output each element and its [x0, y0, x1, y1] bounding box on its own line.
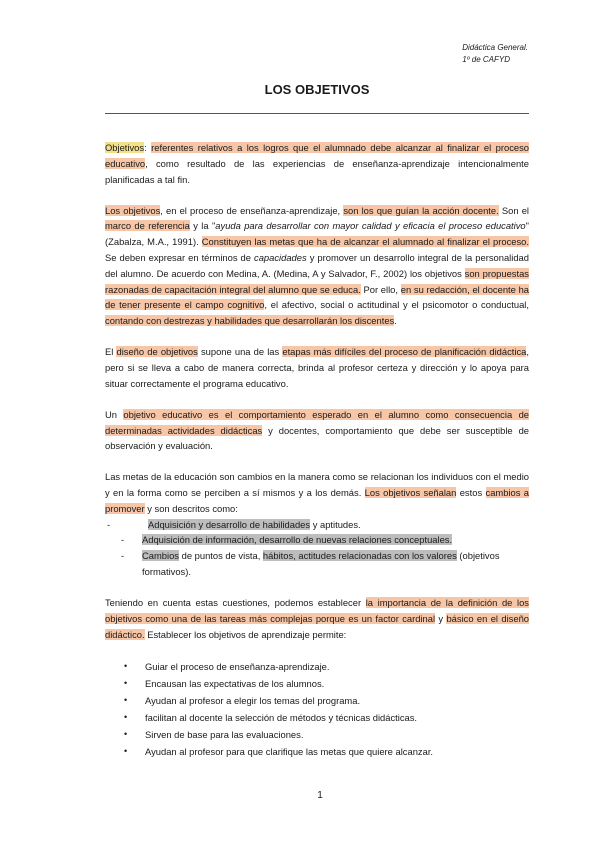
italic-quote: ayuda para desarrollar con mayor calidad y eficacia el proceso educativo — [215, 220, 526, 232]
list-item-text: Ayudan al profesor a elegir los temas del programa. — [145, 694, 361, 706]
list-item — [105, 675, 529, 692]
dash-marker: - — [107, 518, 111, 530]
text-span: de puntos de vista, — [179, 550, 263, 562]
highlight: objetivo educativo es el comportamiento esperado en el alumno como consecuencia de determinadas actividades didácticas — [105, 408, 530, 436]
paragraph-objetivos — [105, 203, 529, 329]
text-span: Un — [105, 408, 124, 420]
highlight: la importancia de la definición de los objetivos como una de las tareas más complejas porque es un factor cardinal — [105, 597, 529, 624]
list-item-text: facilitan al docente la selección de métodos y técnicas didácticas. — [145, 711, 418, 723]
highlight: Constituyen las metas que ha de alcanzar el alumnado al finalizar el proceso. — [201, 236, 529, 248]
highlight: cambios a promover — [105, 487, 529, 514]
bullet-list — [105, 658, 529, 761]
text-span: . — [394, 315, 397, 327]
list-item-text: Guiar el proceso de enseñanza-aprendizaje. — [145, 660, 330, 672]
dash-marker: - — [121, 534, 125, 546]
paragraph-metas — [105, 469, 529, 516]
highlight: en su redacción, el docente ha de tener presente el campo cognitivo — [105, 283, 529, 311]
highlight: diseño de objetivos — [116, 346, 198, 358]
italic-term: capacidades — [254, 251, 307, 263]
bullet-icon: • — [124, 746, 128, 757]
text-span: , pero si se lleva a cabo de manera correcta, brinda al profesor certeza y dirección y lo apoya para situar correctamente el programa educativo. — [105, 346, 529, 389]
highlight: marco de referencia — [105, 220, 190, 232]
text-span: Se deben expresar en términos de — [105, 251, 255, 263]
header-year: 1º de CAFYD — [462, 55, 511, 64]
text-span: y aptitudes. — [310, 518, 361, 530]
text-span: (objetivos formativos). — [142, 550, 500, 578]
list-item — [105, 726, 529, 743]
dash-list — [105, 517, 529, 580]
highlight: Los objetivos — [105, 204, 161, 216]
list-item — [105, 532, 529, 548]
text-span: y son descritos como: — [144, 502, 238, 514]
paragraph-diseno — [105, 344, 529, 391]
text-span: Teniendo en cuenta estas cuestiones, podemos establecer — [105, 597, 366, 609]
highlight: son propuestas razonadas de capacitación integral del alumno que se educa. — [105, 267, 529, 295]
list-item-text: Ayudan al profesor para que clarifique las metas que quiere alcanzar. — [145, 746, 434, 758]
highlight: Los objetivos señalan — [364, 487, 457, 499]
text-span: El — [105, 346, 117, 358]
bullet-icon: • — [124, 729, 128, 740]
paragraph-definition — [105, 140, 529, 187]
text-span: y docentes, comportamiento que debe ser susceptible de observación y evaluación. — [105, 424, 529, 452]
bullet-icon: • — [124, 660, 128, 671]
highlight: básico en el diseño didáctico. — [105, 612, 529, 640]
list-item — [105, 743, 529, 760]
text-span: : — [144, 142, 147, 153]
header-course: Didáctica General. — [462, 43, 528, 52]
text-span: Son el — [498, 204, 529, 216]
text-span: y promover un desarrollo integral de la personalidad del alumno. De acuerdo con Medina, A. (Medina, A y Salvador, F., 2002) los objetivos — [105, 251, 529, 279]
text-span: , en el proceso de enseñanza-aprendizaje, — [160, 204, 344, 216]
page-number: 1 — [317, 790, 323, 801]
gray-highlight: Cambios — [142, 550, 179, 562]
title-divider — [105, 113, 529, 114]
bullet-icon: • — [124, 694, 128, 705]
text-span: , como resultado de las experiencias de enseñanza-aprendizaje intencionalmente planificadas a tal fin. — [105, 157, 529, 185]
text-span: estos — [456, 487, 486, 499]
text-span: supone una de las — [197, 346, 283, 358]
highlight: son los que guían la acción docente. — [343, 204, 499, 216]
text-span: , el afectivo, social o actitudinal y el psicomotor o conductual, — [264, 299, 529, 311]
list-item-text: Encausan las expectativas de los alumnos. — [145, 677, 325, 689]
dash-marker: - — [121, 550, 125, 562]
list-item — [105, 548, 529, 580]
highlight: etapas más difíciles del proceso de planificación didáctica — [282, 346, 527, 358]
gray-highlight: hábitos, actitudes relacionadas con los valores — [262, 550, 457, 562]
list-item — [105, 517, 529, 533]
highlight: referentes relativos a los logros que el alumnado debe alcanzar al finalizar el proceso educativo — [105, 142, 529, 169]
page-title: LOS OBJETIVOS — [264, 82, 370, 97]
term-objetivos: Objetivos — [105, 142, 145, 153]
document-body — [105, 140, 529, 760]
gray-highlight: Adquisición de información, desarrollo de nuevas relaciones conceptuales. — [142, 534, 453, 546]
list-item — [105, 658, 529, 675]
bullet-icon: • — [124, 677, 128, 688]
paragraph-importancia — [105, 595, 529, 642]
gray-highlight: Adquisición y desarrollo de habilidades — [148, 518, 311, 530]
list-item — [105, 692, 529, 709]
list-item — [105, 709, 529, 726]
paragraph-objetivo-educativo — [105, 407, 529, 454]
text-span: Establecer los objetivos de aprendizaje permite: — [144, 628, 347, 640]
highlight: contando con destrezas y habilidades que desarrollarán los discentes — [105, 315, 395, 327]
text-span: " (Zabalza, M.A., 1991). — [105, 220, 529, 248]
page-header — [462, 42, 528, 66]
bullet-icon: • — [124, 711, 128, 722]
list-item-text: Sirven de base para las evaluaciones. — [145, 729, 304, 741]
text-span: Por ello, — [360, 283, 401, 295]
text-span: Las metas de la educación son cambios en la manera como se relacionan los individuos con el medio y en la forma como se perciben a sí mismos y a los demás. — [105, 471, 529, 499]
text-span: y — [435, 612, 447, 624]
text-span: y la " — [189, 220, 216, 232]
